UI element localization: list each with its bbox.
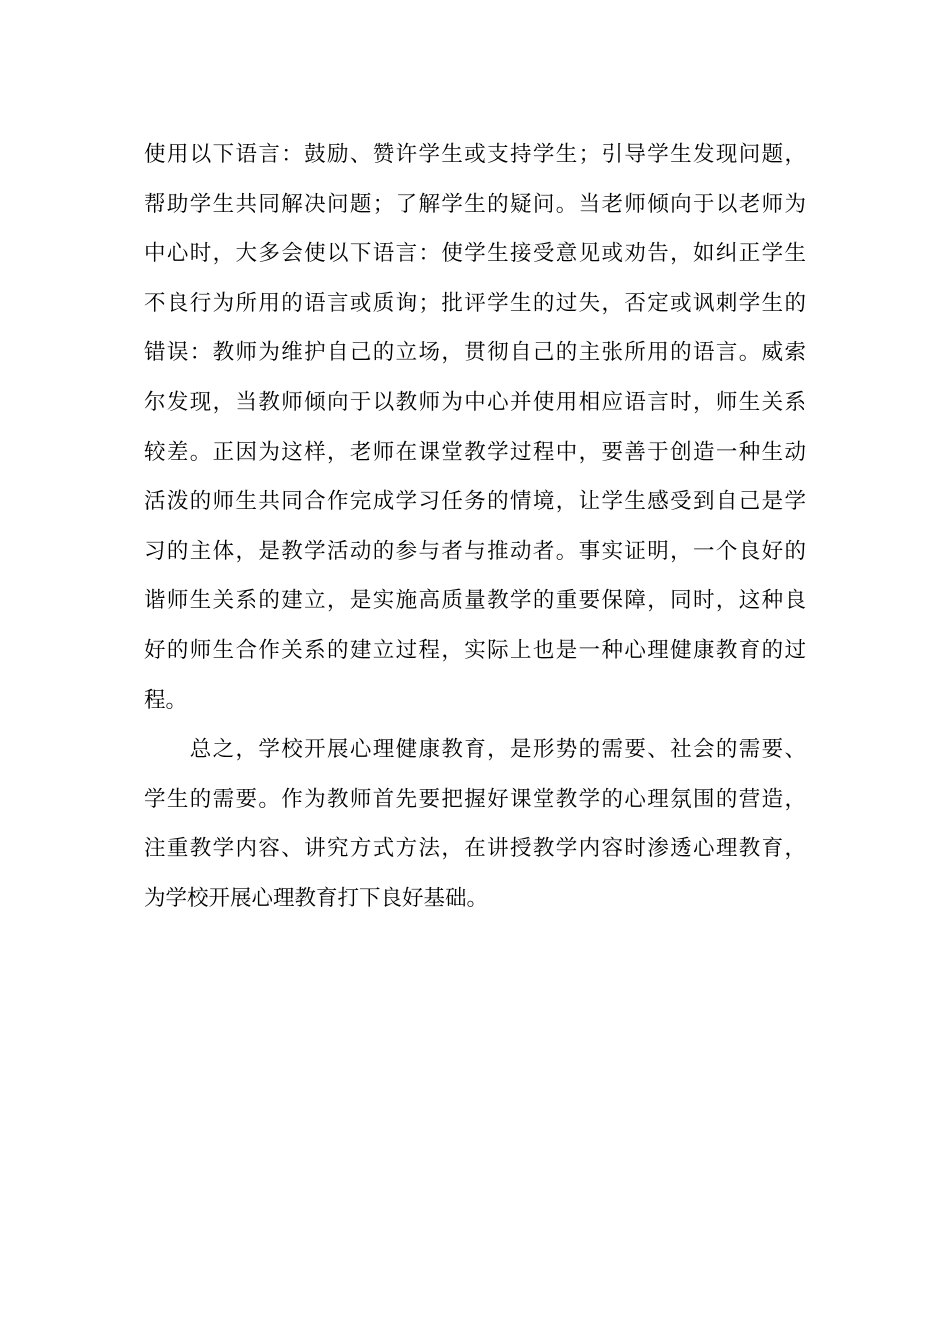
paragraph-2 <box>144 725 806 923</box>
text-line: 活泼的师生共同合作完成学习任务的情境，让学生感受到自己是学 <box>144 489 806 515</box>
text-line: 帮助学生共同解决问题；了解学生的疑问。当老师倾向于以老师为 <box>144 191 806 217</box>
text-line: 不良行为所用的语言或质询；批评学生的过失，否定或讽刺学生的 <box>144 290 806 316</box>
text-line: 较差。正因为这样，老师在课堂教学过程中，要善于创造一种生动 <box>144 439 806 465</box>
text-line: 注重教学内容、讲究方式方法，在讲授教学内容时渗透心理教育， <box>144 836 806 862</box>
text-line: 程。 <box>144 687 188 713</box>
text-line: 学生的需要。作为教师首先要把握好课堂教学的心理氛围的营造， <box>144 786 806 812</box>
text-line: 为学校开展心理教育打下良好基础。 <box>144 885 489 911</box>
text-line: 总之，学校开展心理健康教育，是形势的需要、社会的需要、 <box>144 737 806 763</box>
document-body <box>144 130 806 924</box>
text-line: 中心时，大多会使以下语言：使学生接受意见或劝告，如纠正学生 <box>144 241 806 267</box>
text-line: 使用以下语言：鼓励、赞许学生或支持学生；引导学生发现问题， <box>144 142 806 167</box>
text-line: 谐师生关系的建立，是实施高质量教学的重要保障，同时，这种良 <box>144 588 806 614</box>
text-line: 尔发现，当教师倾向于以教师为中心并使用相应语言时，师生关系 <box>144 389 806 415</box>
paragraph-1 <box>144 130 806 725</box>
text-line: 习的主体，是教学活动的参与者与推动者。事实证明，一个良好的 <box>144 538 806 564</box>
text-line: 错误：教师为维护自己的立场，贯彻自己的主张所用的语言。威索 <box>144 340 806 366</box>
text-line: 好的师生合作关系的建立过程，实际上也是一种心理健康教育的过 <box>144 637 806 663</box>
